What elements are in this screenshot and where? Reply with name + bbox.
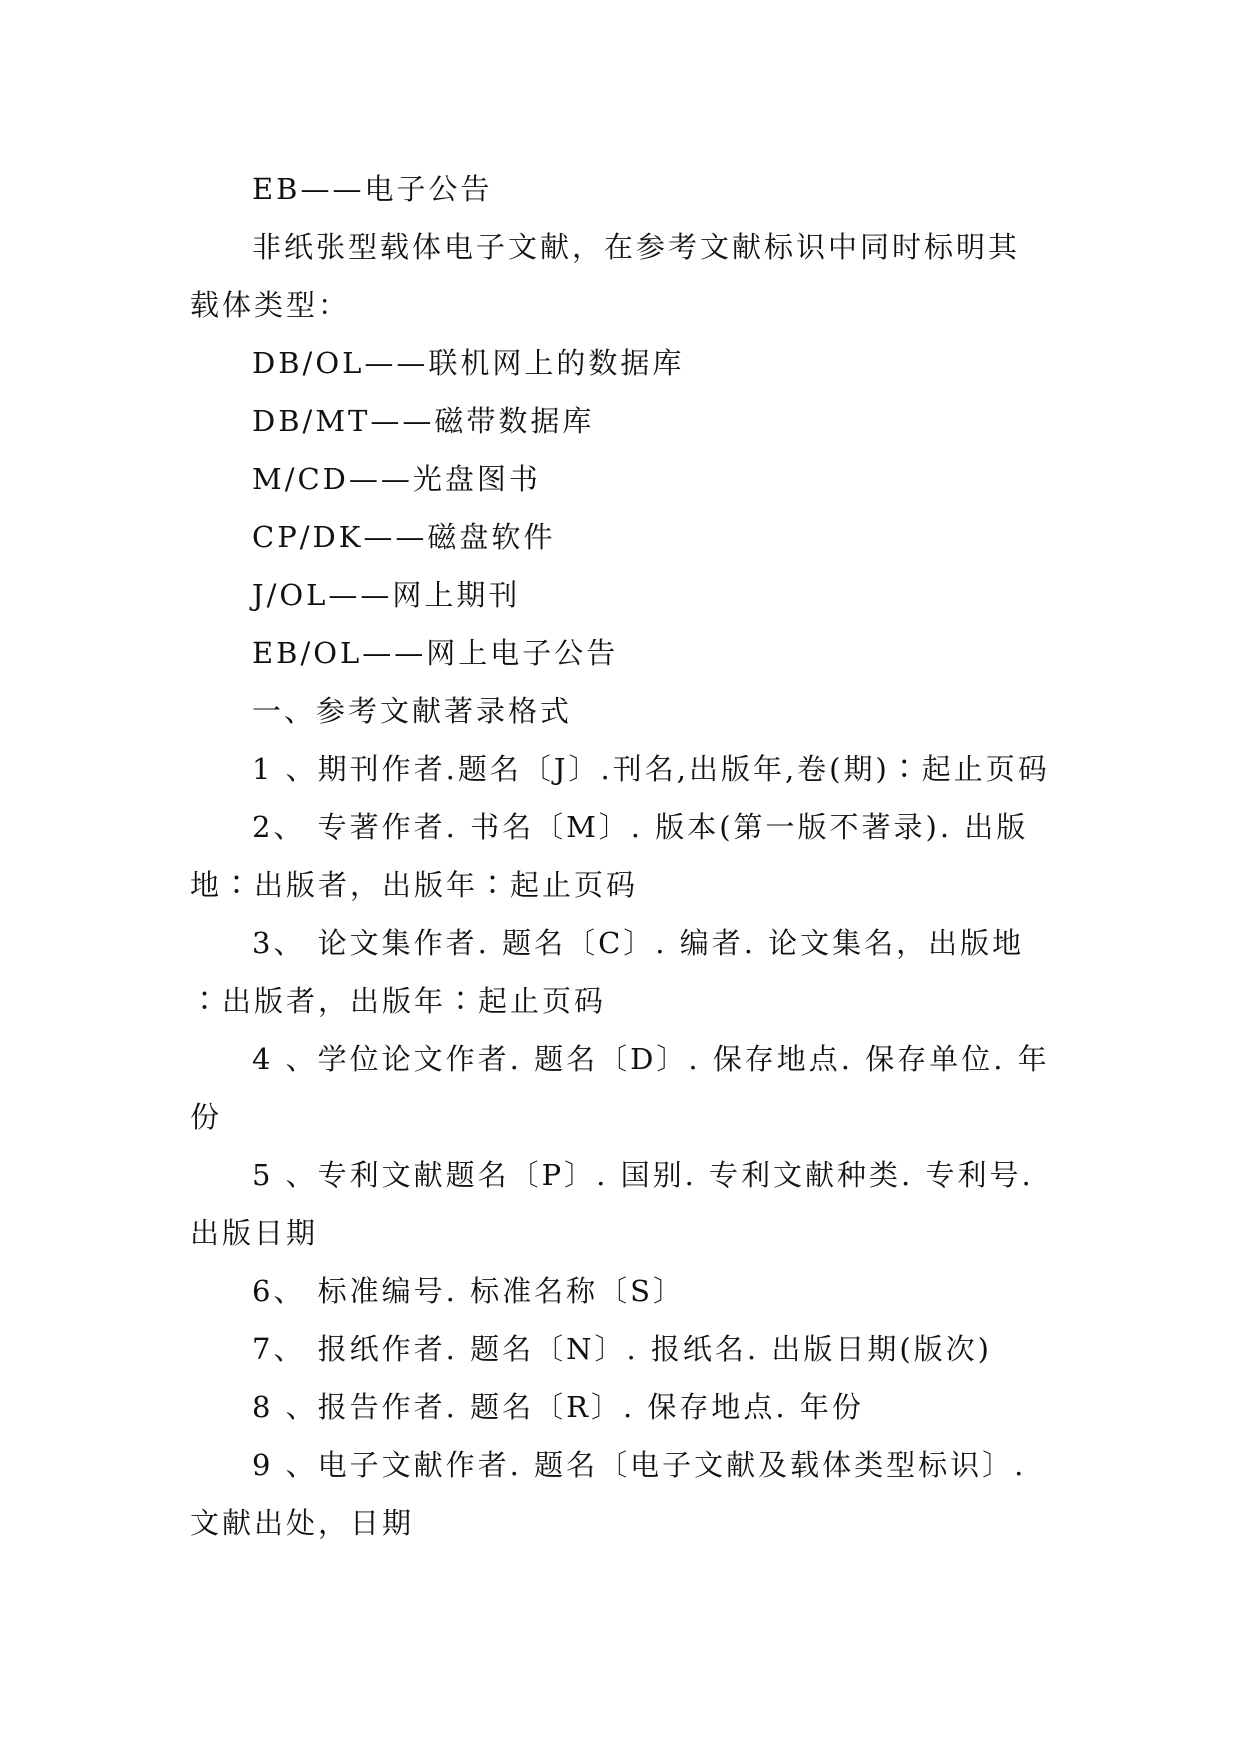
paragraph-db-ol: DB/OL——联机网上的数据库 [252, 346, 685, 380]
format-item-7: 7、 报纸作者. 题名〔N〕. 报纸名. 出版日期(版次) [252, 1332, 992, 1366]
paragraph-eb-ol: EB/OL——网上电子公告 [252, 636, 619, 670]
format-item-2: 2、 专著作者. 书名〔M〕. 版本(第一版不著录). 出版地∶出版者，出版年∶起止页码 [190, 810, 1029, 902]
document-body [190, 160, 1050, 1552]
paragraph-m-cd: M/CD——光盘图书 [252, 462, 541, 496]
paragraph-eb: EB——电子公告 [252, 172, 493, 206]
paragraph-db-mt: DB/MT——磁带数据库 [252, 404, 595, 438]
format-item-6: 6、 标准编号. 标准名称〔S〕 [252, 1274, 685, 1308]
section-heading: 一、参考文献著录格式 [252, 694, 573, 728]
format-item-9: 9 、电子文献作者. 题名〔电子文献及载体类型标识〕. 文献出处，日期 [190, 1448, 1027, 1540]
format-item-4: 4 、学位论文作者. 题名〔D〕. 保存地点. 保存单位. 年份 [190, 1042, 1050, 1134]
paragraph-cp-dk: CP/DK——磁盘软件 [252, 520, 556, 554]
format-item-5: 5 、专利文献题名〔P〕. 国别. 专利文献种类. 专利号. 出版日期 [190, 1158, 1034, 1250]
paragraph-carrier-intro: 非纸张型载体电子文献，在参考文献标识中同时标明其载体类型： [190, 230, 1021, 322]
format-item-8: 8 、报告作者. 题名〔R〕. 保存地点. 年份 [252, 1390, 864, 1424]
format-item-1: 1 、期刊作者.题名〔J〕.刊名,出版年,卷(期)∶起止页码 [252, 752, 1050, 786]
format-item-3: 3、 论文集作者. 题名〔C〕. 编者. 论文集名，出版地∶出版者，出版年∶起止页码 [190, 926, 1025, 1018]
paragraph-j-ol: J/OL——网上期刊 [252, 578, 521, 612]
